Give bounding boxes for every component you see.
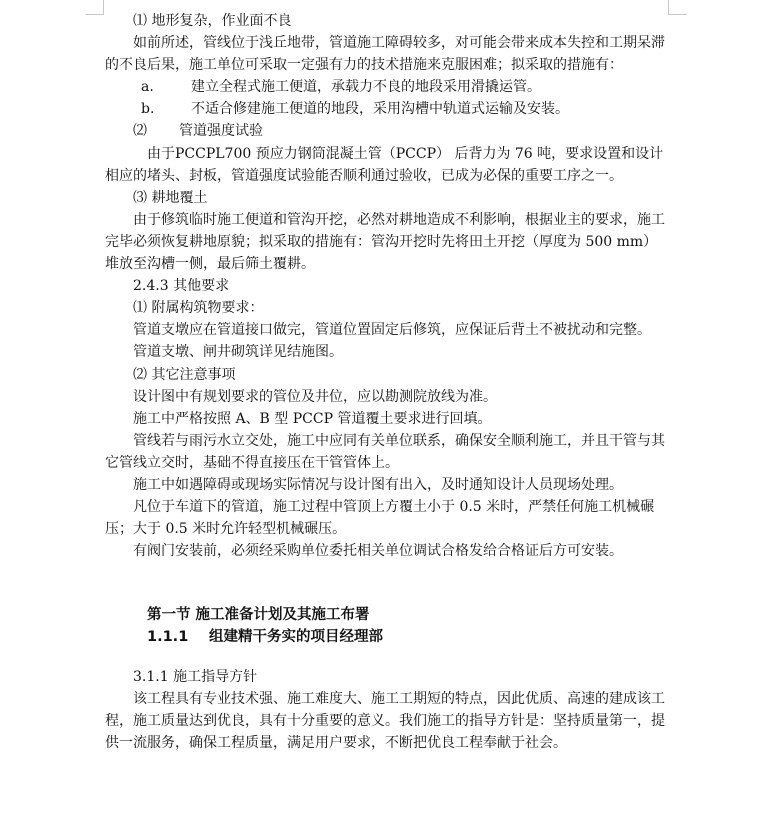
paragraph-pressure-test: 由于PCCPL700 预应力钢筒混凝土管（PCCP） 后背力为 76 吨，要求设置和设计相应的堵头、封板，管道强度试验能否顺利通过验收，已成为必保的重要工序之一。 xyxy=(105,145,664,184)
subsection-text: 组建精干务实的项目经理部 xyxy=(209,629,383,646)
subsection-number: 1.1.1 xyxy=(147,629,189,646)
paragraph-note-2: 施工中严格按照 A、B 型 PCCP 管道覆土要求进行回填。 xyxy=(133,410,492,427)
paragraph-guideline: 该工程具有专业技术强、施工难度大、施工工期短的特点，因此优质、高速的建成该工程，施工质量达到优良，具有十分重要的意义。我们施工的指导方针是：坚持质量第一，提供一流服务，确保工程质量，满足用户要求，不断把优良工程奉献于社会。 xyxy=(105,690,665,751)
subheading-pressure-test xyxy=(105,120,665,142)
number-marker: ⑵ xyxy=(133,123,147,140)
paragraph-note-1: 设计图中有规划要求的管位及井位，应以勘测院放线为准。 xyxy=(133,388,497,405)
subheading-farmland: ⑶ 耕地覆土 xyxy=(133,189,208,206)
list-item-text: 建立全程式施工便道，承载力不良的地段采用滑撬运管。 xyxy=(191,79,541,96)
paragraph-note-6: 有阀门安装前，必须经采购单位委托相关单位调试合格发给合格证后方可安装。 xyxy=(133,543,623,560)
paragraph-note-4: 施工中如遇障碍或现场实际情况与设计图有出入，及时通知设计人员现场处理。 xyxy=(133,476,623,493)
subheading-structures: ⑴ 附属构筑物要求： xyxy=(133,300,264,317)
subheading-terrain: ⑴ 地形复杂，作业面不良 xyxy=(133,13,292,29)
section-title: 第一节 施工准备计划及其施工布署 xyxy=(147,607,370,624)
document-body xyxy=(105,10,665,754)
paragraph-piers: 管道支墩、闸井砌筑详见结施图。 xyxy=(133,344,343,361)
list-item-b xyxy=(105,98,665,120)
page-corner-mark-right xyxy=(668,0,687,15)
paragraph-note-3: 管线若与雨污水立交处，施工中应同有关单位联系，确保安全顺利施工，并且干管与其它管线立交时，基础不得直接压在干管管体上。 xyxy=(105,432,665,471)
list-item-a xyxy=(105,76,665,98)
section-heading-other: 2.4.3 其他要求 xyxy=(133,278,230,295)
subheading-text: 管道强度试验 xyxy=(179,123,263,140)
paragraph-structures: 管道支墩应在管道接口做完，管道位置固定后修筑，应保证后背土不被扰动和完整。 xyxy=(133,322,651,339)
paragraph-farmland: 由于修筑临时施工便道和管沟开挖，必然对耕地造成不利影响，根据业主的要求，施工完毕必须恢复耕地原貌；拟采取的措施有：管沟开挖时先将田土开挖（厚度为 500 mm）堆放至沟槽一侧，最后筛土覆耕。 xyxy=(105,211,665,273)
paragraph-note-5: 凡位于车道下的管道，施工过程中管顶上方覆土小于 0.5 米时，严禁任何施工机械碾压；大于 0.5 米时允许轻型机械碾压。 xyxy=(105,499,655,538)
page-corner-mark-left xyxy=(85,0,104,15)
subsection-title xyxy=(105,626,665,648)
heading-guideline: 3.1.1 施工指导方针 xyxy=(133,668,258,685)
list-marker: a. xyxy=(141,79,154,96)
paragraph-terrain: 如前所述，管线位于浅丘地带，管道施工障碍较多，对可能会带来成本失控和工期呆滞的不良后果，施工单位可采取一定强有力的技术措施来克服困难；拟采取的措施有： xyxy=(105,35,665,74)
list-marker: b. xyxy=(141,101,155,118)
subheading-notes: ⑵ 其它注意事项 xyxy=(133,366,236,383)
list-item-text: 不适合修建施工便道的地段，采用沟槽中轨道式运输及安装。 xyxy=(191,101,569,118)
